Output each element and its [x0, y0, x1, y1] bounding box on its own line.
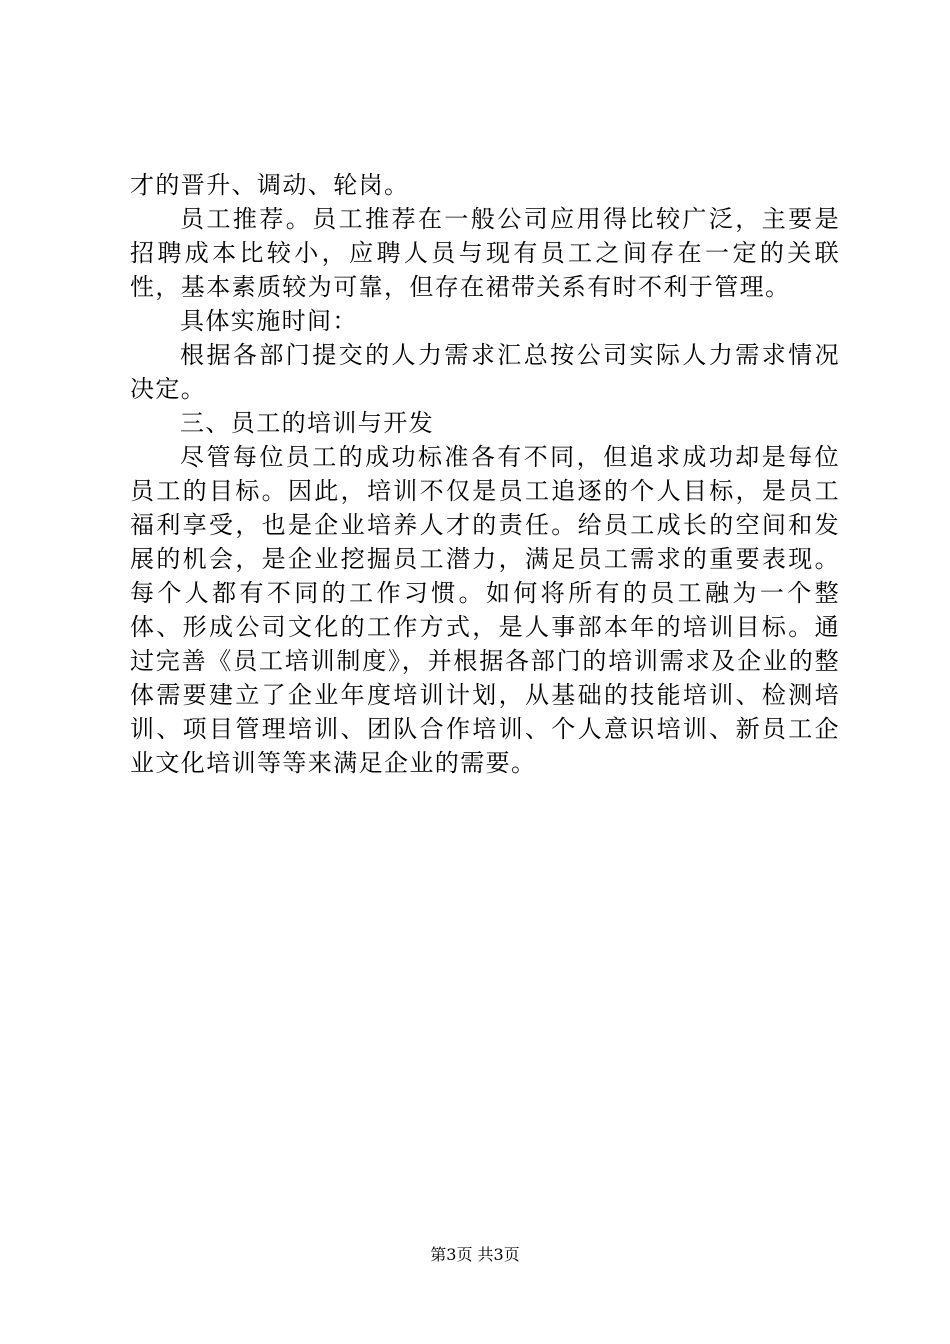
- page-footer: 第3页 共3页: [430, 1245, 520, 1264]
- paragraph-1: 才的晋升、调动、轮岗。: [130, 171, 410, 199]
- section-heading: 三、员工的培训与开发: [180, 409, 434, 437]
- paragraph-3: 具体实施时间：: [180, 307, 358, 335]
- document-body: [130, 168, 840, 780]
- paragraph-2: 员工推荐。员工推荐在一般公司应用得比较广泛，主要是招聘成本比较小，应聘人员与现有员工之间存在一定的关联性，基本素质较为可靠，但存在裙带关系有时不利于管理。: [130, 205, 840, 301]
- paragraph-4: 根据各部门提交的人力需求汇总按公司实际人力需求情况决定。: [130, 341, 840, 403]
- paragraph-5: 尽管每位员工的成功标准各有不同，但追求成功却是每位员工的目标。因此，培训不仅是员工追逐的个人目标，是员工福利享受，也是企业培养人才的责任。给员工成长的空间和发展的机会，是企业挖掘员工潜力，满足员工需求的重要表现。每个人都有不同的工作习惯。如何将所有的员工融为一个整体、形成公司文化的工作方式，是人事部本年的培训目标。通过完善《员工培训制度》，并根据各部门的培训需求及企业的整体需要建立了企业年度培训计划，从基础的技能培训、检测培训、项目管理培训、团队合作培训、个人意识培训、新员工企业文化培训等等来满足企业的需要。: [130, 443, 840, 777]
